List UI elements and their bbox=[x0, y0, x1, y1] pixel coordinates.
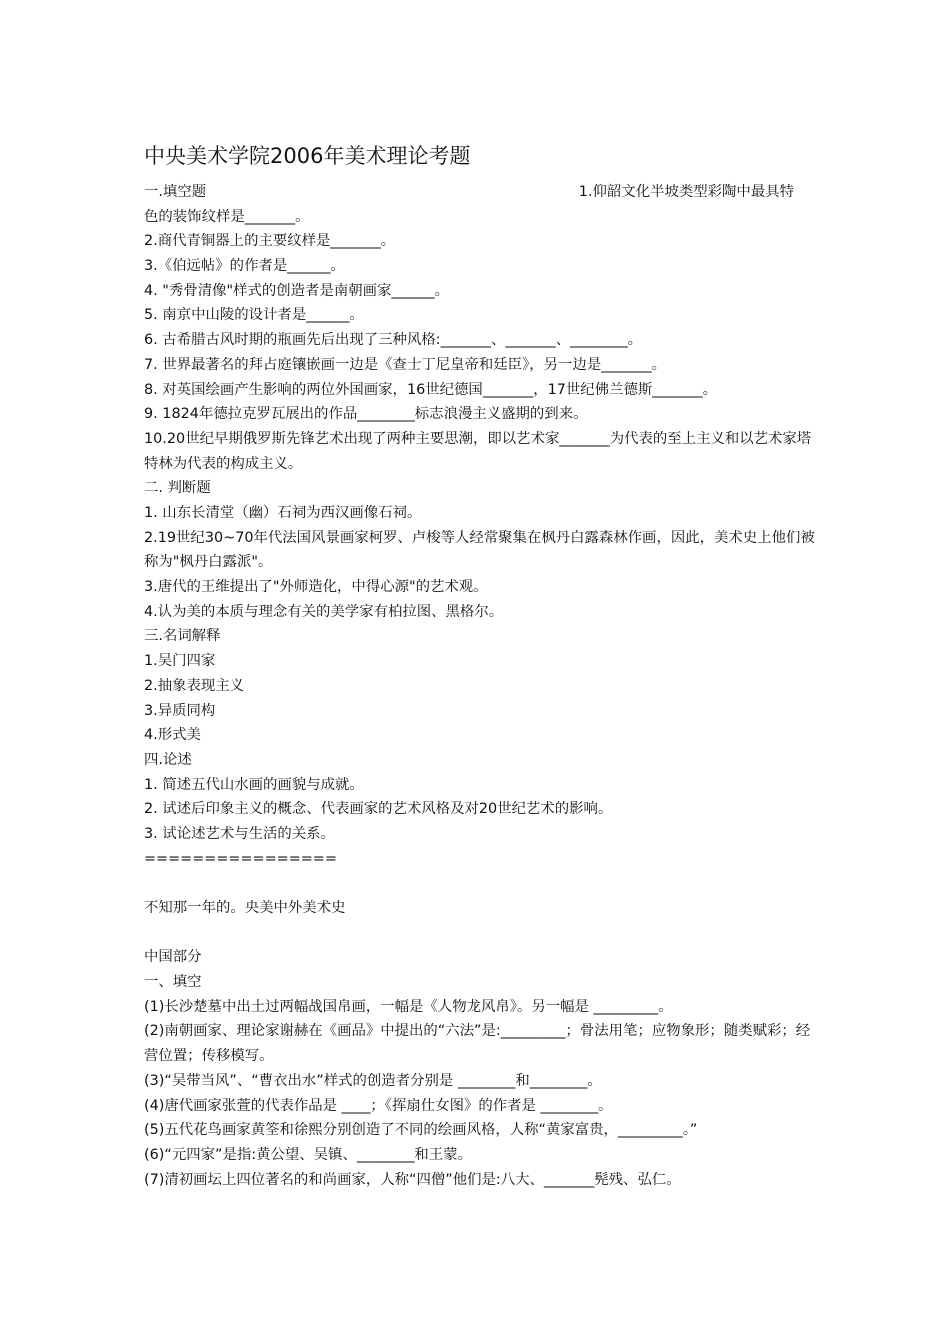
document-body bbox=[144, 180, 816, 1192]
question-line: 3.《伯远帖》的作者是______。 bbox=[144, 258, 345, 275]
part2-subheading: 中国部分 bbox=[144, 949, 202, 966]
question-line: (3)“吴带当风”、“曹衣出水”样式的创造者分别是 ________和________。 bbox=[144, 1072, 602, 1089]
question-line: 4.认为美的本质与理念有关的美学家有柏拉图、黑格尔。 bbox=[144, 603, 504, 620]
section1-heading-row bbox=[144, 180, 816, 205]
question-line: (5)五代花鸟画家黄筌和徐熙分别创造了不同的绘画风格，人称“黄家富贵，_________。” bbox=[144, 1122, 698, 1139]
question-line: 1. 山东长清堂（幽）石祠为西汉画像石祠。 bbox=[144, 504, 422, 521]
question-line: (7)清初画坛上四位著名的和尚画家，人称“四僧”他们是:八大、_______髡残、弘仁。 bbox=[144, 1171, 681, 1188]
separator-line: ================ bbox=[144, 850, 337, 867]
question-line: 2.商代青铜器上的主要纹样是_______。 bbox=[144, 233, 396, 250]
section2-heading: 二. 判断题 bbox=[144, 480, 211, 497]
part2-heading: 不知那一年的。央美中外美术史 bbox=[144, 900, 346, 916]
question-line: 4.形式美 bbox=[144, 727, 201, 744]
question-line: (4)唐代画家张萱的代表作品是 ____；《挥扇仕女图》的作者是 ________。 bbox=[144, 1097, 613, 1114]
question-line: 6. 古希腊古风时期的瓶画先后出现了三种风格:_______、_______、________。 bbox=[144, 332, 643, 349]
question-line: (2)南朝画家、理论家谢赫在《画品》中提出的“六法”是:_________；骨法用笔；应物象形；随类赋彩；经营位置；传移模写。 bbox=[144, 1023, 811, 1065]
question-1-end: 色的装饰纹样是_______。 bbox=[144, 208, 310, 225]
question-line: (6)“元四家”是指:黄公望、吴镇、________和王蒙。 bbox=[144, 1146, 472, 1163]
question-line: 3. 试论述艺术与生活的关系。 bbox=[144, 825, 335, 842]
question-line: 1.吴门四家 bbox=[144, 653, 216, 670]
question-line: 3.异质同构 bbox=[144, 702, 216, 719]
blank-gap bbox=[144, 921, 816, 946]
question-line: (1)长沙楚墓中出土过两幅战国帛画，一幅是《人物龙风帛》。另一幅是 _________。 bbox=[144, 998, 673, 1015]
question-line: 1. 简述五代山水画的画貌与成就。 bbox=[144, 776, 364, 793]
question-line: 8. 对英国绘画产生影响的两位外国画家，16世纪德国_______，17世纪佛兰德斯_______。 bbox=[144, 381, 717, 398]
question-line: 7. 世界最著名的拜占庭镶嵌画一边是《查士丁尼皇帝和廷臣》，另一边是_______。 bbox=[144, 356, 666, 373]
question-line: 10.20世纪早期俄罗斯先锋艺术出现了两种主要思潮，即以艺术家_______为代表的至上主义和以艺术家塔特林为代表的构成主义。 bbox=[144, 430, 812, 472]
question-line: 3.唐代的王维提出了"外师造化，中得心源"的艺术观。 bbox=[144, 579, 488, 596]
blank-gap bbox=[144, 871, 816, 896]
question-1-start: 1.仰韶文化半坡类型彩陶中最具特 bbox=[578, 184, 794, 200]
question-line: 4. "秀骨清像"样式的创造者是南朝画家______。 bbox=[144, 282, 449, 299]
question-line: 2.抽象表现主义 bbox=[144, 677, 245, 694]
question-line: 2. 试述后印象主义的概念、代表画家的艺术风格及对20世纪艺术的影响。 bbox=[144, 801, 613, 818]
section1-heading: 一.填空题 bbox=[144, 184, 207, 200]
document-title: 中央美术学院2006年美术理论考题 bbox=[144, 144, 471, 168]
section3-heading: 三.名词解释 bbox=[144, 628, 221, 645]
question-line: 9. 1824年德拉克罗瓦展出的作品________标志浪漫主义盛期的到来。 bbox=[144, 406, 588, 423]
question-line: 2.19世纪30~70年代法国风景画家柯罗、卢梭等人经常聚集在枫丹白露森林作画，因此，美术史上他们被称为"枫丹白露派"。 bbox=[144, 529, 815, 571]
section4-heading: 四.论述 bbox=[144, 751, 192, 768]
question-line: 5. 南京中山陵的设计者是______。 bbox=[144, 307, 364, 324]
part2-section-heading: 一、填空 bbox=[144, 974, 202, 991]
